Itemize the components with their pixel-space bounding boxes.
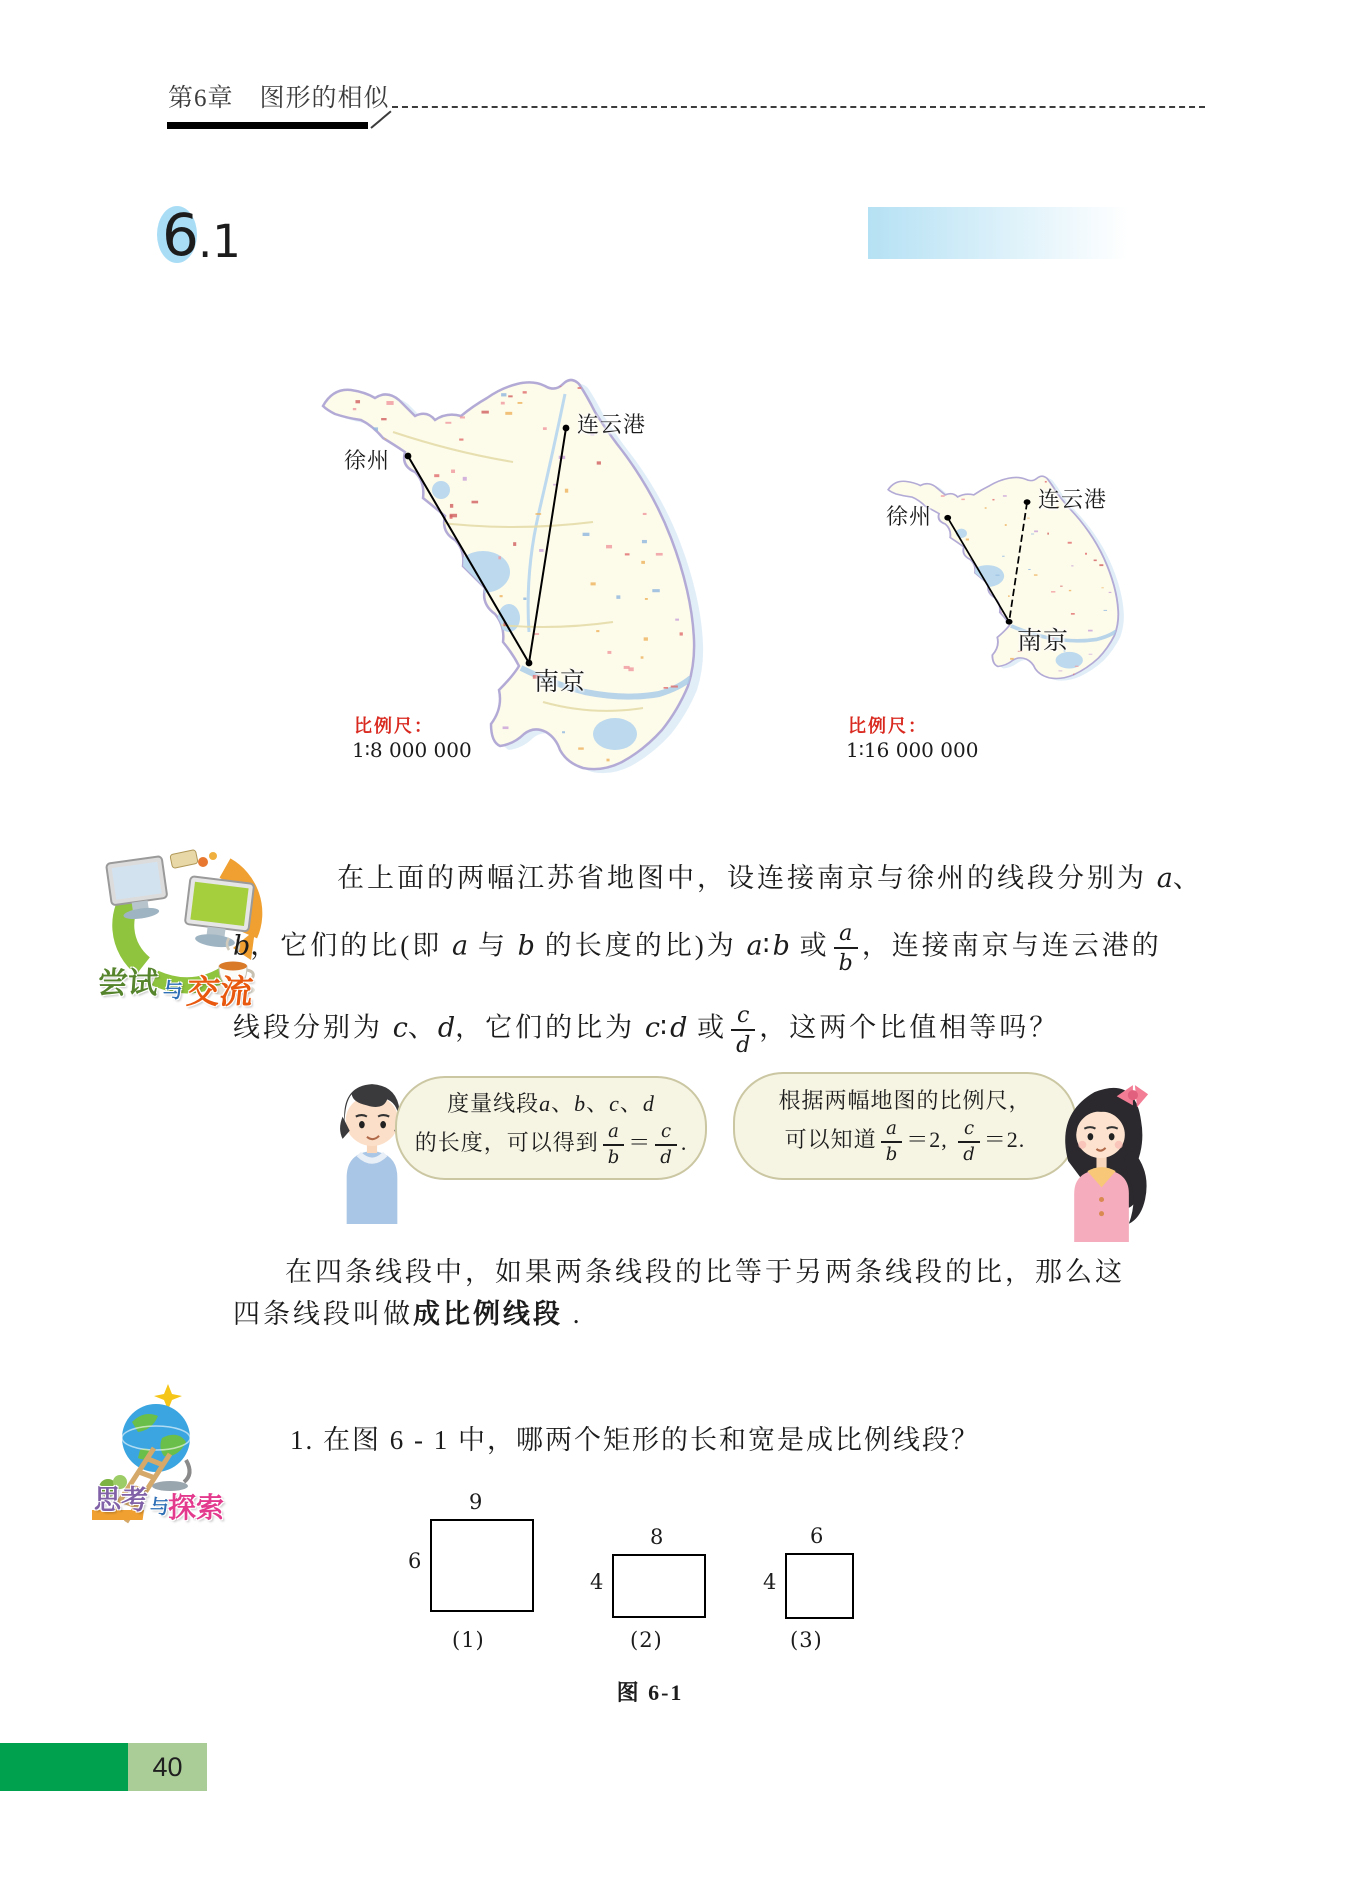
dot-nanjing-left bbox=[526, 660, 533, 667]
label-lianyungang-right: 连云港 bbox=[1038, 487, 1108, 512]
boy-bubble-line2: 的长度，可以得到 $\frac{a}{b}$ ＝ $\frac{c}{d}$ . bbox=[414, 1121, 688, 1169]
page-number: 40 bbox=[152, 1752, 183, 1782]
paragraph1-line2: b，它们的比(即 a 与 b 的长度的比)为 a∶b 或 $\frac{a}{b}$ ，连接南京与连云港的 bbox=[233, 920, 1162, 977]
figure-rect-1 bbox=[430, 1519, 534, 1612]
scale-value-left: 1∶8 000 000 bbox=[352, 738, 472, 762]
rect3-width-label: 6 bbox=[810, 1524, 824, 1548]
think-explore-icon bbox=[92, 1382, 225, 1526]
rect3-caption: (3) bbox=[790, 1628, 823, 1652]
girl-speech-bubble bbox=[733, 1072, 1077, 1180]
label-nanjing-left: 南京 bbox=[534, 669, 587, 696]
section-title-strip bbox=[868, 207, 1128, 259]
dot-xuzhou-left bbox=[405, 453, 412, 460]
scale-label-right: 比例尺： bbox=[848, 716, 928, 736]
label-nanjing-right: 南京 bbox=[1017, 628, 1070, 655]
paragraph1-line3: 线段分别为 c、d，它们的比为 c∶d 或 $\frac{c}{d}$ ，这两个比值相等吗？ bbox=[233, 1002, 1060, 1059]
chapter-header: 第6章 图形的相似 bbox=[168, 85, 390, 112]
dot-lianyungang-left bbox=[563, 425, 570, 432]
boy-speech-bubble bbox=[395, 1076, 707, 1180]
header-dashed-line bbox=[392, 106, 1205, 108]
section-number-big: 6 bbox=[162, 201, 199, 269]
dot-nanjing-right bbox=[1006, 619, 1013, 625]
think-icon-word2: 与 bbox=[150, 1497, 170, 1518]
figure-caption: 图 6-1 bbox=[616, 1680, 684, 1705]
rect1-caption: (1) bbox=[452, 1628, 485, 1652]
section-number-rest: .1 bbox=[198, 215, 241, 268]
girl-bubble-line1: 根据两幅地图的比例尺， bbox=[778, 1088, 1032, 1113]
think-icon-word3: 探索 bbox=[168, 1493, 225, 1524]
rect3-height-label: 4 bbox=[763, 1570, 777, 1594]
rect2-height-label: 4 bbox=[590, 1570, 604, 1594]
chapter-underline bbox=[167, 122, 368, 129]
footer-bar-light bbox=[128, 1743, 207, 1791]
label-lianyungang-left: 连云港 bbox=[577, 412, 647, 437]
try-icon-word2: 与 bbox=[163, 980, 183, 1002]
paragraph1-line1: 在上面的两幅江苏省地图中，设连接南京与徐州的线段分别为 a、 bbox=[337, 863, 1203, 894]
boy-bubble-line1: 度量线段a、b、c、d bbox=[447, 1091, 655, 1116]
question-1: 1. 在图 6 - 1 中，哪两个矩形的长和宽是成比例线段？ bbox=[290, 1425, 980, 1455]
try-icon-word3: 交流 bbox=[184, 975, 255, 1011]
paragraph2-line1: 在四条线段中，如果两条线段的比等于另两条线段的比，那么这 bbox=[285, 1257, 1125, 1287]
rect1-width-label: 9 bbox=[469, 1490, 483, 1514]
rect2-caption: (2) bbox=[630, 1628, 663, 1652]
dot-lianyungang-right bbox=[1024, 499, 1031, 505]
dot-xuzhou-right bbox=[944, 515, 951, 521]
rect1-height-label: 6 bbox=[408, 1549, 422, 1573]
paragraph2-line2: 四条线段叫做成比例线段 . bbox=[233, 1299, 583, 1329]
scale-label-left: 比例尺： bbox=[354, 716, 434, 736]
scale-value-right: 1∶16 000 000 bbox=[846, 738, 979, 762]
think-icon-word1: 思考 bbox=[94, 1485, 148, 1515]
figure-rect-3 bbox=[785, 1553, 854, 1619]
girl-character bbox=[1045, 1078, 1153, 1242]
label-xuzhou-right: 徐州 bbox=[886, 504, 933, 529]
rect2-width-label: 8 bbox=[650, 1525, 664, 1549]
try-icon-word1: 尝试 bbox=[96, 967, 159, 1000]
footer-bar-dark bbox=[0, 1743, 128, 1791]
figure-rect-2 bbox=[612, 1554, 706, 1618]
girl-bubble-line2: 可以知道 $\frac{a}{b}$ ＝2, $\frac{c}{d}$ ＝2. bbox=[784, 1118, 1026, 1166]
label-xuzhou-left: 徐州 bbox=[344, 448, 391, 473]
